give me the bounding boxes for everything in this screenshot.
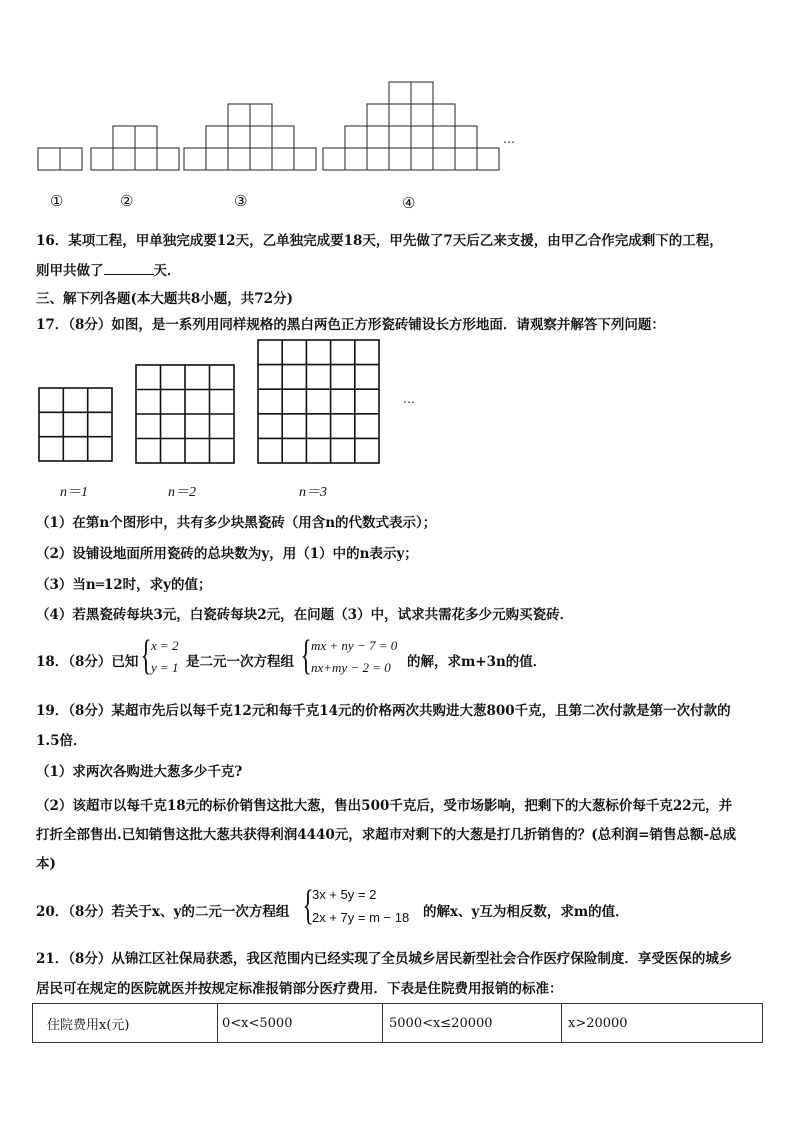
q20-eq-2: 2x + 7y = m − 18	[312, 910, 410, 925]
reimbursement-table	[32, 1003, 763, 1043]
q17-part2: （2）设铺设地面所用瓷砖的总块数为y，用（1）中的n表示y；	[36, 546, 418, 562]
q19-part2-line3: 本)	[36, 856, 56, 872]
q17-label-n2: n＝2	[168, 485, 196, 500]
q18-pre: 18．（8分）已知	[36, 654, 139, 670]
q16-line1: 16．某项工程，甲单独完成要12天，乙单独完成要18天，甲先做了7天后乙来支援，由甲乙合作完成剩下的工程，	[36, 233, 723, 249]
q16-line2-post: 天．	[153, 263, 181, 279]
figure-label-3: ③	[234, 192, 248, 210]
figure-label-4: ④	[402, 194, 416, 212]
q17-part1: （1）在第n个图形中，共有多少块黑瓷砖（用含n的代数式表示）；	[36, 515, 437, 531]
q19-line2: 1.5倍．	[36, 733, 87, 749]
table-cell: 0<x<5000	[218, 1004, 383, 1043]
q19-part1: （1）求两次各购进大葱多少千克?	[36, 764, 243, 780]
q20-post: 的解x、y互为相反数，求m的值．	[423, 904, 629, 920]
figure-label-2: ②	[120, 192, 134, 210]
table-cell: 5000<x≤20000	[383, 1004, 562, 1043]
q17-label-n1: n＝1	[60, 485, 88, 500]
q17-stem: 17．（8分）如图，是一系列用同样规格的黑白两色正方形瓷砖铺设长方形地面．请观察并解答下列问题：	[36, 317, 665, 333]
pyramid-figure	[0, 0, 794, 200]
q20-eq-1: 3x + 5y = 2	[312, 887, 377, 902]
q16-line2-pre: 则甲共做了	[36, 263, 104, 279]
table-cell: 住院费用x(元)	[33, 1004, 218, 1043]
q18-eq-1: mx + ny − 7 = 0	[311, 638, 398, 653]
q16-line2	[36, 259, 181, 279]
q21-line2: 居民可在规定的医院就医并按规定标准报销部分医疗费用．下表是住院费用报销的标准：	[36, 981, 563, 997]
q18-eq-2: nx+my − 2 = 0	[311, 660, 391, 675]
q16-answer-blank	[104, 262, 154, 275]
table-row	[33, 1004, 763, 1043]
q18-brace-2: {	[300, 633, 312, 679]
section-heading: 三、解下列各题(本大题共8小题，共72分)	[36, 291, 293, 307]
tile-grids-figure	[0, 335, 794, 475]
q17-label-n3: n＝3	[299, 485, 327, 500]
q19-part2-line2: 打折全部售出.已知销售这批大葱共获得利润4440元，求超市对剩下的大葱是打几折销售的？(总利润=销售总额-总成	[36, 827, 737, 843]
q17-ellipsis: …	[403, 392, 415, 406]
q20-pre: 20．（8分）若关于x、y的二元一次方程组	[36, 904, 290, 920]
q18-brace-1: {	[140, 633, 152, 679]
q19-part2-line1: （2）该超市以每千克18元的标价销售这批大葱，售出500千克后，受市场影响，把剩下的大葱标价每千克22元，并	[36, 798, 733, 814]
pyramid-ellipsis: …	[503, 132, 515, 146]
q18-mid: 是二元一次方程组	[186, 654, 294, 670]
q17-part3: （3）当n═12时，求y的值；	[36, 577, 212, 593]
q18-sol-1: x = 2	[151, 638, 179, 653]
q17-part4: （4）若黑瓷砖每块3元，白瓷砖每块2元，在问题（3）中，试求共需花多少元购买瓷砖．	[36, 607, 574, 623]
q18-sol-2: y = 1	[151, 660, 179, 675]
q19-line1: 19．（8分）某超市先后以每千克12元和每千克14元的价格两次共购进大葱800千克，且第二次付款是第一次付款的	[36, 703, 731, 719]
q20-brace: {	[302, 883, 314, 929]
q18-post: 的解，求m+3n的值．	[407, 654, 547, 670]
q21-line1: 21．（8分）从锦江区社保局获悉，我区范围内已经实现了全员城乡居民新型社会合作医疗保险制度．享受医保的城乡	[36, 951, 733, 967]
table-cell: x>20000	[562, 1004, 763, 1043]
figure-label-1: ①	[50, 192, 64, 210]
